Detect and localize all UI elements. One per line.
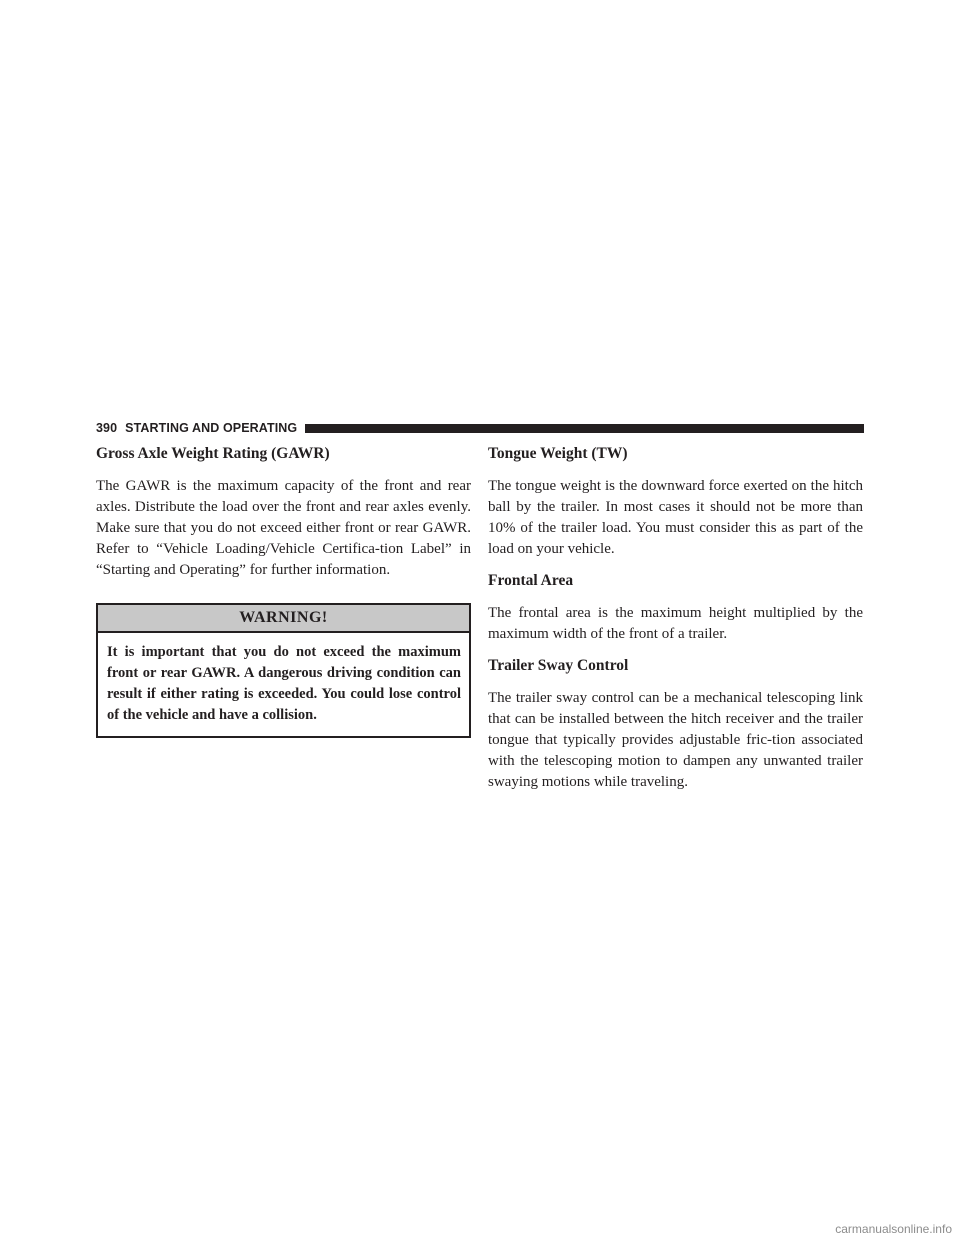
- page-number: 390: [96, 421, 118, 435]
- frontal-area-heading: Frontal Area: [488, 572, 574, 589]
- right-column: [488, 443, 863, 793]
- section-title: STARTING AND OPERATING: [125, 421, 298, 435]
- tongue-weight-paragraph: The tongue weight is the downward force exerted on the hitch ball by the trailer. In most cases it should not be more than 10% of the trailer load. You must consider this as part of the load on your vehicle.: [488, 478, 863, 557]
- header-rule: [305, 424, 864, 433]
- warning-body: It is important that you do not exceed the maximum front or rear GAWR. A dangerous driving condition can result if either rating is exceeded. You could lose control of the vehicle and have a collision.: [107, 644, 461, 723]
- page-header: [96, 420, 864, 436]
- trailer-sway-heading: Trailer Sway Control: [488, 657, 629, 674]
- gawr-paragraph: The GAWR is the maximum capacity of the front and rear axles. Distribute the load over the front and rear axles evenly. Make sure that you do not exceed either front or rear GAWR. Refer to “Vehicle Loading/Vehicle Certifica-tion Label” in “Starting and Operating” for further information.: [96, 478, 471, 578]
- frontal-area-paragraph: The frontal area is the maximum height multiplied by the maximum width of the front of a trailer.: [488, 605, 863, 642]
- warning-title: WARNING!: [98, 605, 469, 633]
- tongue-weight-heading: Tongue Weight (TW): [488, 445, 628, 462]
- watermark: carmanualsonline.info: [835, 1222, 952, 1236]
- warning-box: [96, 603, 471, 738]
- gawr-heading: Gross Axle Weight Rating (GAWR): [96, 445, 330, 462]
- left-column: [96, 443, 471, 738]
- trailer-sway-paragraph: The trailer sway control can be a mechanical telescoping link that can be installed between the hitch receiver and the trailer tongue that typically provides adjustable fric-tion associated with the telescoping motion to dampen any unwanted trailer swaying motions while traveling.: [488, 690, 863, 790]
